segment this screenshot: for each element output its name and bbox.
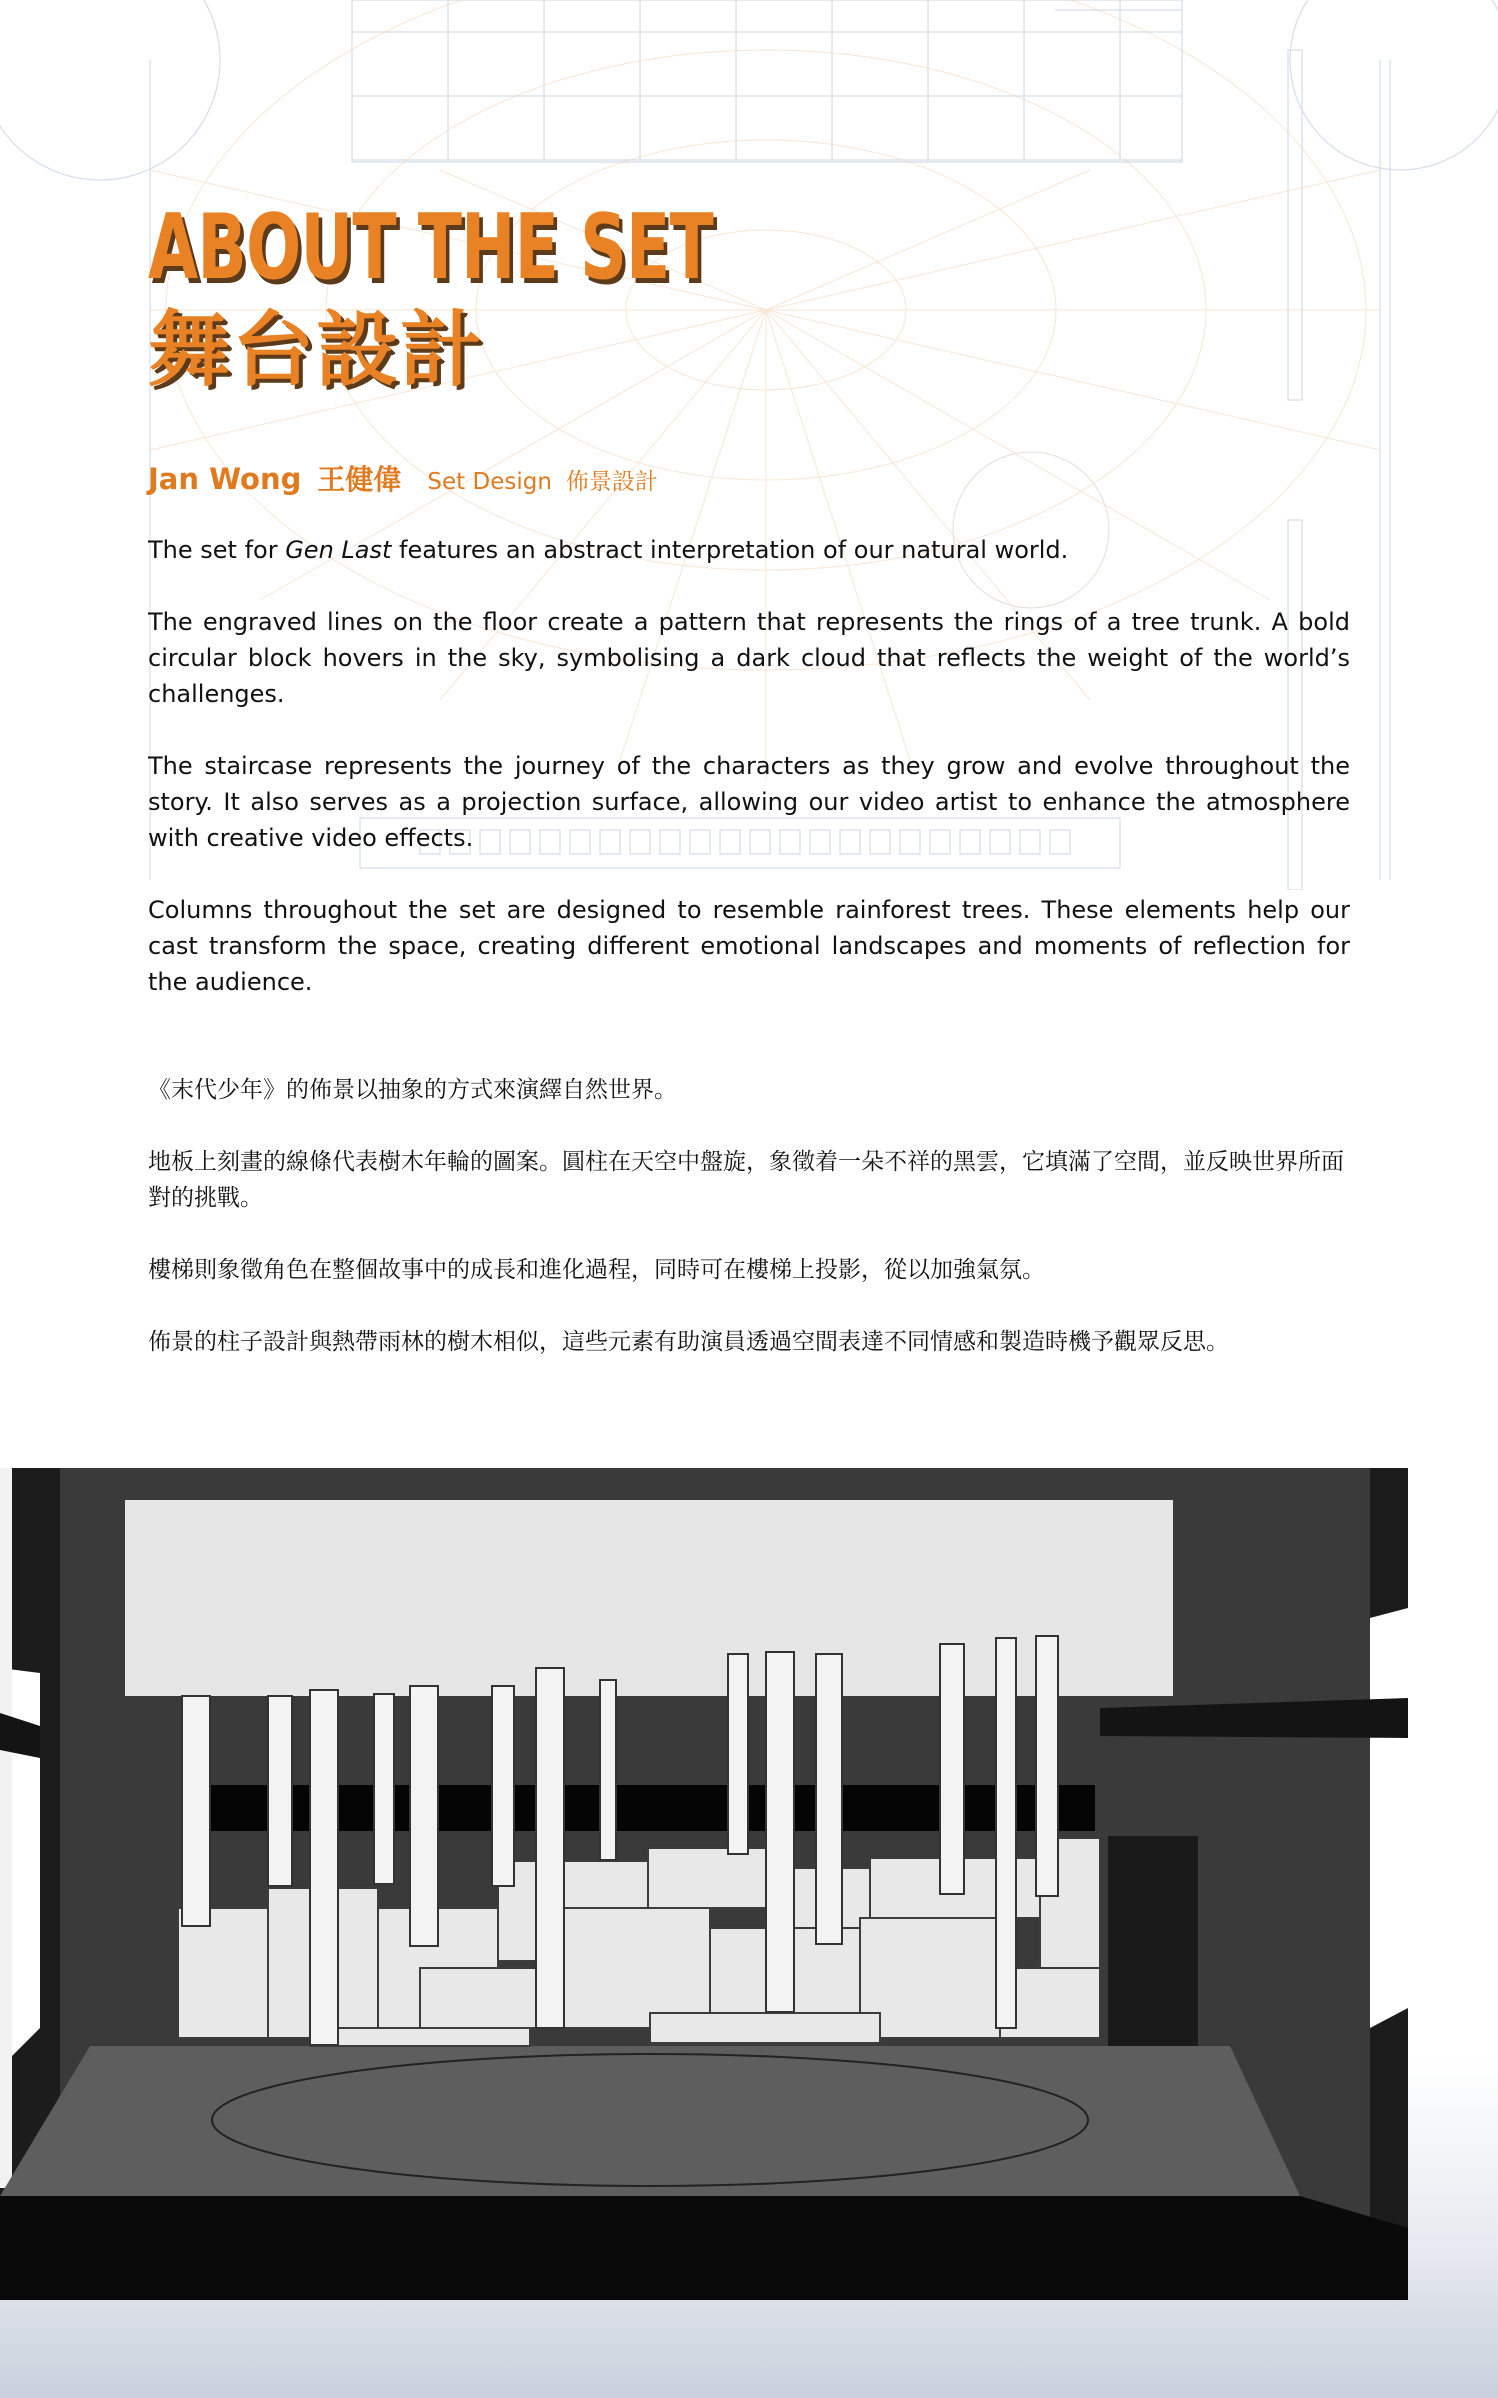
page-header (148, 195, 933, 398)
paragraph-floor: The engraved lines on the floor create a pattern that represents the rings of a tree trunk. A bold circular block hovers in the sky, symbolising a dark cloud that reflects the weight of the world’s challenges. (148, 608, 1350, 708)
paragraph-zh-floor: 地板上刻畫的線條代表樹木年輪的圖案。圓柱在天空中盤旋，象徵着一朵不祥的黑雲，它填滿了空間，並反映世界所面對的挑戰。 (148, 1149, 1344, 1211)
paragraph-zh-columns: 佈景的柱子設計與熱帶雨林的樹木相似，這些元素有助演員透過空間表達不同情感和製造時機予觀眾反思。 (148, 1329, 1229, 1355)
page-title: ABOUT THE SET (148, 195, 714, 300)
designer-name-chinese: 王健偉 (317, 463, 402, 496)
designer-credit (148, 458, 658, 498)
page-title-chinese: 舞台設計 (148, 303, 485, 398)
set-render-image (0, 1468, 1408, 2300)
paragraph-zh-intro: 《末代少年》的佈景以抽象的方式來演繹自然世界。 (148, 1077, 677, 1103)
intro-after: features an abstract interpretation of our natural world. (391, 536, 1069, 564)
paragraph-intro (148, 532, 1350, 568)
paragraph-zh-staircase: 樓梯則象徵角色在整個故事中的成長和進化過程，同時可在樓梯上投影，從以加強氣氛。 (148, 1257, 1045, 1283)
intro-before: The set for (148, 536, 286, 564)
description-chinese (148, 1072, 1350, 1396)
designer-name: Jan Wong (148, 462, 302, 496)
paragraph-staircase: The staircase represents the journey of the characters as they grow and evolve throughout the story. It also serves as a projection surface, allowing our video artist to enhance the atmosphere with creative video effects. (148, 752, 1350, 852)
designer-role: Set Design (427, 469, 552, 495)
show-title: Gen Last (285, 536, 392, 564)
description-english (148, 532, 1350, 1036)
paragraph-columns: Columns throughout the set are designed to resemble rainforest trees. These elements help our cast transform the space, creating different emotional landscapes and moments of reflection for the audience. (148, 896, 1350, 996)
designer-role-chinese: 佈景設計 (565, 469, 658, 495)
